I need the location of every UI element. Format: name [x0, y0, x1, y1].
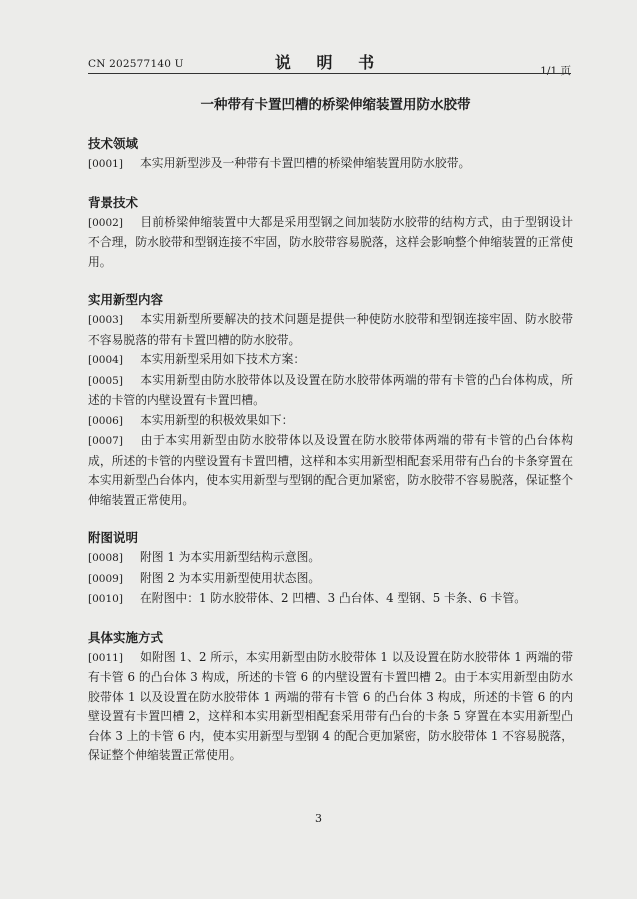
paragraph-0005: [88, 371, 573, 411]
paragraph-number: [0009]: [88, 572, 123, 585]
section-title-content: 实用新型内容: [88, 292, 164, 307]
paragraph-text: 本实用新型涉及一种带有卡置凹槽的桥梁伸缩装置用防水胶带。: [140, 156, 471, 170]
paragraph-0009: [88, 569, 573, 590]
paragraph-text: 本实用新型所要解决的技术问题是提供一种使防水胶带和型钢连接牢固、防水胶带不容易脱落的带有卡置凹槽的防水胶带。: [88, 312, 573, 347]
page-number: 3: [315, 812, 322, 825]
paragraph-0007: [88, 431, 573, 510]
document-title: 一种带有卡置凹槽的桥梁伸缩装置用防水胶带: [200, 97, 471, 113]
paragraph-number: [0006]: [88, 414, 123, 427]
paragraph-0006: [88, 411, 573, 432]
paragraph-text: 目前桥梁伸缩装置中大都是采用型钢之间加装防水胶带的结构方式，由于型钢设计不合理，防水胶带和型钢连接不牢固，防水胶带容易脱落，这样会影响整个伸缩装置的正常使用。: [88, 214, 573, 269]
page-header: [88, 50, 571, 77]
paragraph-0010: [88, 589, 573, 610]
document-type: 说 明 书: [274, 53, 385, 72]
header-rule: [88, 73, 571, 74]
section-title-background: 背景技术: [88, 194, 139, 210]
paragraph-number: [0010]: [88, 593, 123, 605]
paragraph-0001: [88, 154, 573, 175]
paragraph-0002: [88, 213, 573, 273]
paragraph-text: 本实用新型由防水胶带体以及设置在防水胶带体两端的带有卡管的凸台体构成，所述的卡管的内壁设置有卡置凹槽。: [88, 372, 573, 407]
paragraph-number: [0001]: [88, 158, 123, 170]
paragraph-text: 本实用新型采用如下技术方案：: [140, 352, 306, 366]
section-title-drawings: 附图说明: [88, 530, 139, 545]
paragraph-0003: [88, 310, 573, 350]
paragraph-0004: [88, 350, 573, 371]
paragraph-number: [0003]: [88, 314, 123, 326]
paragraph-number: [0005]: [88, 374, 123, 387]
paragraph-number: [0004]: [88, 354, 123, 366]
paragraph-text: 如附图 1、2 所示，本实用新型由防水胶带体 1 以及设置在防水胶带体 1 两端的带有卡管 6 的凸台体 3 构成，所述的卡管 6 的内壁设置有卡置凹槽 2。由于本实用新型由防水胶带体 1 以及设置在防水胶带体 1 两端的带有卡管 6 的凸台体 3 构成，所述的卡管 6 的内壁设置有卡置凹槽 2，这样和本实用新型相配套采用带有凸台的卡条 5 穿置在本实用新型凸台体 3 上的卡管 6 内，使本实用新型与型钢 4 的配合更加紧密，防水胶带体 1 不容易脱落，保证整个伸缩装置正常使用。: [88, 649, 573, 762]
section-title-embodiment: 具体实施方式: [88, 629, 164, 645]
paragraph-text: 由于本实用新型由防水胶带体以及设置在防水胶带体两端的带有卡管的凸台体构成，所述的卡管的内壁设置有卡置凹槽，这样和本实用新型相配套采用带有凸台的卡条穿置在本实用新型凸台体内，使本实用新型与型钢的配合更加紧密，防水胶带不容易脱落，保证整个伸缩装置正常使用。: [88, 433, 573, 507]
paragraph-text: 附图 1 为本实用新型结构示意图。: [140, 550, 321, 564]
paragraph-number: [0007]: [88, 435, 123, 447]
patent-number: CN 202577140 U: [88, 58, 184, 70]
paragraph-text: 本实用新型的积极效果如下：: [140, 412, 294, 427]
paragraph-0011: [88, 648, 573, 766]
paragraph-number: [0002]: [88, 216, 123, 229]
paragraph-number: [0011]: [88, 651, 123, 664]
paragraph-text: 在附图中：1 防水胶带体、2 凹槽、3 凸台体、4 型钢、5 卡条、6 卡管。: [140, 591, 527, 605]
paragraph-0008: [88, 548, 573, 569]
page-info: 1/1 页: [540, 65, 571, 77]
document-body: [88, 88, 573, 766]
paragraph-text: 附图 2 为本实用新型使用状态图。: [140, 570, 321, 585]
paragraph-number: [0008]: [88, 552, 123, 564]
section-title-tech-field: 技术领域: [88, 136, 139, 151]
